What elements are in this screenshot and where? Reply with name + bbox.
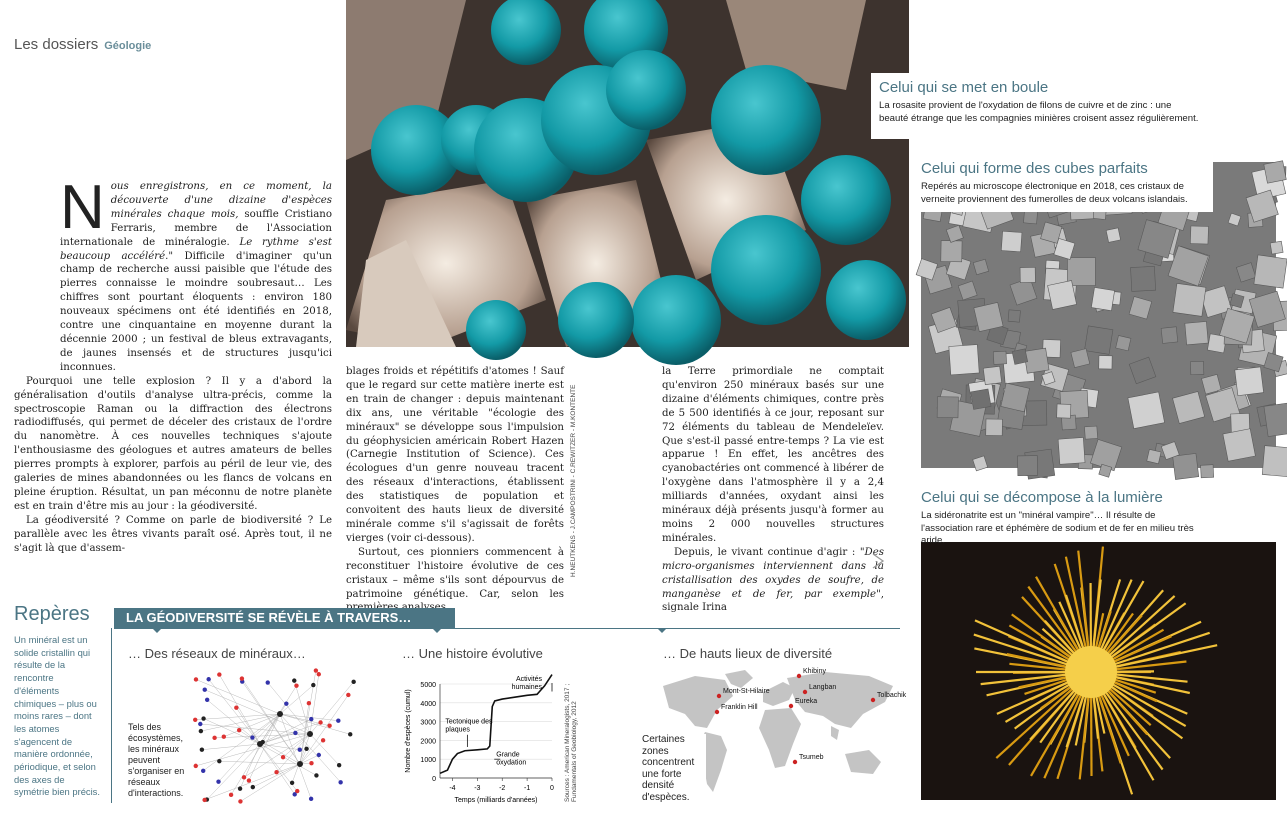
network-node bbox=[199, 729, 203, 733]
caption-title: Celui qui se décompose à la lumière bbox=[921, 489, 1203, 506]
crystal-cube bbox=[1185, 321, 1208, 344]
crystal-cube bbox=[1161, 327, 1178, 344]
body-text: , signale Irina bbox=[662, 589, 884, 614]
caption-text: Repérés au microscope électronique en 2018, ces cristaux de verneite proviennent des fumerolles de deux volcans islandais. bbox=[921, 181, 1203, 206]
crystal-cube bbox=[1173, 453, 1199, 479]
network-node bbox=[198, 722, 202, 726]
network-node bbox=[346, 693, 350, 697]
network-edge bbox=[219, 761, 300, 764]
hotspot-marker bbox=[789, 704, 793, 708]
network-node bbox=[337, 763, 341, 767]
network-node bbox=[194, 677, 198, 681]
paragraph: La géodiversité ? Comme on parle de biodiversité ? Le parallèle avec les êtres vivants paraît osé. Après tout, il ne s'agit là que d'assem- bbox=[14, 514, 332, 556]
crystal-cube bbox=[1128, 392, 1165, 429]
network-node bbox=[251, 785, 255, 789]
crystal-cube bbox=[1091, 287, 1114, 310]
network-node bbox=[348, 732, 352, 736]
networks-caption: Tels des écosystèmes, les minéraux peuvent s'organiser en réseaux d'interactions. bbox=[128, 722, 188, 799]
crystal-cube bbox=[941, 241, 962, 262]
history-title: … Une histoire évolutive bbox=[402, 646, 543, 661]
chart-source bbox=[564, 672, 578, 802]
network-node bbox=[206, 677, 210, 681]
quote-text: ous enregistrons, en ce moment, la découverte d'une dizaine d'espèces minérales chaque mois, bbox=[111, 181, 332, 220]
article-column-3 bbox=[662, 365, 884, 615]
quote-text: Le rythme s'est beaucoup accéléré." bbox=[60, 237, 332, 262]
network-hub bbox=[277, 711, 283, 717]
hotspot-label: Tolbachik bbox=[877, 692, 907, 699]
rule-marker bbox=[657, 628, 667, 633]
hotspots-caption: Certaines zones concentrent une forte densité d'espèces. bbox=[642, 734, 706, 803]
network-node bbox=[293, 731, 297, 735]
crystal-cube bbox=[1201, 465, 1214, 478]
network-node bbox=[314, 773, 318, 777]
network-hub bbox=[307, 731, 313, 737]
network-hub bbox=[257, 741, 263, 747]
banner-rule bbox=[114, 628, 900, 629]
network-edge bbox=[219, 675, 260, 744]
paragraph: Surtout, ces pionniers commencent à reconstituer l'histoire évolutive de ces cristaux – même s'ils sont dépourvus de patrimoine génétique. Car, selon les bbox=[346, 546, 564, 616]
hotspot-marker bbox=[717, 694, 721, 698]
hotspot-label: Khibiny bbox=[803, 668, 826, 675]
crystal-cube bbox=[1235, 367, 1264, 396]
network-node bbox=[321, 738, 325, 742]
network-node bbox=[237, 728, 241, 732]
quote-text: "Des micro-organismes interviennent dans la cristallisation des oxydes de soufre, de manganèse et de fer, par exemple" bbox=[662, 547, 884, 600]
network-edge bbox=[242, 679, 300, 764]
network-hub bbox=[297, 761, 303, 767]
caption-sideronatrite bbox=[913, 483, 1213, 541]
network-node bbox=[317, 753, 321, 757]
network-node bbox=[307, 701, 311, 705]
caption-title: Celui qui forme des cubes parfaits bbox=[921, 160, 1203, 177]
crystal-cube bbox=[1116, 336, 1131, 351]
x-tick-label: 0 bbox=[550, 785, 554, 792]
network-node bbox=[194, 764, 198, 768]
hotspot-marker bbox=[793, 760, 797, 764]
crystal-cube bbox=[1236, 263, 1255, 282]
hotspot-label: Tsumeb bbox=[799, 754, 824, 761]
crystal-cube bbox=[1106, 228, 1121, 243]
crystal-cube bbox=[1001, 383, 1030, 412]
network-node bbox=[309, 797, 313, 801]
hotspot-label: Langban bbox=[809, 684, 836, 691]
network-node bbox=[284, 701, 288, 705]
network-node bbox=[318, 720, 322, 724]
network-node bbox=[274, 770, 278, 774]
network-edge bbox=[310, 734, 339, 765]
network-node bbox=[309, 717, 313, 721]
paragraph: la Terre primordiale ne comptait qu'environ 250 minéraux basés sur une dizaine d'éléments chimiques, contre près de 5 500 identifiés à ce jour, reposant sur 72 éléments du tableau de Mendeleïev. Que s'est-il passé entre-temps ? La vie est apparue ! En effet, les ancêtres des cyanobactéries ont commencé à libérer de l'oxygène dans l'atmosphère il y a 2,4 milliards d'années, oxydant ainsi les minéraux déjà présents jusqu'à former au moins 2 000 nouvelles structures minérales. bbox=[662, 365, 884, 546]
rosasite-photo bbox=[346, 0, 909, 347]
hotspot-label: Mont-St-Hilaire bbox=[723, 688, 770, 695]
crystal-cube bbox=[1058, 437, 1085, 464]
crystal-cube bbox=[1264, 402, 1287, 436]
crystal-cube bbox=[1190, 361, 1203, 374]
x-tick-label: -2 bbox=[499, 785, 505, 792]
caption-rosasite bbox=[871, 73, 1211, 139]
y-tick-label: 2000 bbox=[420, 738, 436, 745]
network-node bbox=[203, 687, 207, 691]
article-column-2 bbox=[346, 365, 564, 615]
body-text: Difficile d'imaginer qu'un champ de recherche aussi paisible que l'étude des pierres connaisse le moindre soubresaut… Les chiffres sont pourtant éloquents : environ 180 nouveaux spécimens ont été identifiés en 2018, contre une cinquantaine en moyenne durant la décennie 2000 ; un festival de bleus extravagants, de jaunes insensés et de structures jusqu'ici inconnues. bbox=[60, 251, 332, 373]
network-node bbox=[281, 755, 285, 759]
network-node bbox=[200, 748, 204, 752]
source-text: Sources : American Mineralogists, 2017 ; Fundamentals of Geobiology, 2012 bbox=[564, 672, 578, 802]
reperes-text: Un minéral est un solide cristallin qui résulte de la rencontre d'éléments chimiques – plus ou moins rares – dont les atomes s'agencent de manière ordonnée, périodique, et selon des axes de symétrie bien précis. bbox=[14, 634, 100, 799]
crystal-cube bbox=[1084, 426, 1097, 439]
network-node bbox=[217, 672, 221, 676]
crystal-cube bbox=[1020, 267, 1035, 282]
crystal-cube bbox=[1262, 446, 1287, 477]
network-node bbox=[217, 759, 221, 763]
crystal-cube bbox=[986, 419, 1003, 436]
crystal-cube bbox=[1254, 255, 1287, 288]
crystal-cube bbox=[1018, 456, 1038, 476]
network-edge bbox=[202, 744, 260, 750]
network-node bbox=[309, 761, 313, 765]
crystal-cube bbox=[973, 259, 988, 274]
network-node bbox=[336, 718, 340, 722]
network-node bbox=[314, 668, 318, 672]
network-node bbox=[292, 792, 296, 796]
infographic-banner: LA GÉODIVERSITÉ SE RÉVÈLE À TRAVERS… bbox=[114, 608, 455, 628]
network-node bbox=[216, 779, 220, 783]
crystal-cube bbox=[1084, 326, 1112, 354]
crystal-cube bbox=[1264, 161, 1286, 183]
crystal-cube bbox=[1228, 213, 1241, 226]
crystal-cube bbox=[983, 366, 1001, 384]
network-edge bbox=[280, 714, 338, 721]
network-edge bbox=[203, 714, 280, 771]
article-column-1 bbox=[60, 180, 332, 555]
network-node bbox=[351, 680, 355, 684]
crystal-cube bbox=[1001, 231, 1022, 252]
crystal-cube bbox=[958, 281, 977, 300]
network-node bbox=[294, 683, 298, 687]
crystal-cube bbox=[1129, 296, 1152, 319]
chart-annotation: Grande oxydation bbox=[496, 751, 526, 766]
network-node bbox=[247, 778, 251, 782]
crystal-cube bbox=[1173, 391, 1205, 423]
hotspot-marker bbox=[871, 698, 875, 702]
divider bbox=[111, 628, 112, 803]
crystal-cube bbox=[1190, 226, 1208, 244]
x-tick-label: -4 bbox=[449, 785, 455, 792]
hotspot-label: Eureka bbox=[795, 698, 817, 705]
section-header bbox=[14, 36, 151, 53]
network-node bbox=[290, 781, 294, 785]
x-tick-label: -3 bbox=[474, 785, 480, 792]
crystal-cube bbox=[1207, 334, 1226, 353]
hotspot-marker bbox=[803, 690, 807, 694]
crystal-cube bbox=[993, 351, 1006, 364]
network-node bbox=[240, 676, 244, 680]
network-node bbox=[205, 698, 209, 702]
y-tick-label: 1000 bbox=[420, 757, 436, 764]
network-node bbox=[292, 678, 296, 682]
network-node bbox=[222, 735, 226, 739]
header-title: Les dossiers bbox=[14, 36, 98, 53]
networks-title: … Des réseaux de minéraux… bbox=[128, 646, 306, 661]
network-node bbox=[327, 724, 331, 728]
paragraph: Pourquoi une telle explosion ? Il y a d'abord la généralisation d'outils d'analyse ultra-précis, comme la spectroscopie Raman ou la diffraction des électrons radiodiffusés, qui permet de déceler des cristaux de l'ordre du nanomètre. À ces nouvelles techniques s'ajoute l'enthousiasme des géologues et autres amateurs de belles pierres prompts à explorer, parfois au péril de leur vie, des galeries de mines abandonnées ou les flancs de volcans en pleine éruption. Résultat, un pan méconnu de notre planète est en train d'être mis au jour : la géodiversité. bbox=[14, 375, 332, 514]
network-edge bbox=[294, 681, 310, 734]
sideronatrite-photo bbox=[921, 542, 1276, 800]
reperes-title: Repères bbox=[14, 603, 90, 626]
crystal-cube bbox=[1012, 349, 1028, 365]
crystal-cube bbox=[1071, 349, 1090, 368]
rule-marker bbox=[152, 628, 162, 633]
continue-arrow-icon bbox=[870, 553, 886, 569]
y-tick-label: 5000 bbox=[420, 682, 436, 689]
crystal-cube bbox=[971, 389, 991, 409]
y-tick-label: 0 bbox=[432, 776, 436, 783]
evolution-chart bbox=[400, 672, 560, 808]
network-node bbox=[202, 798, 206, 802]
network-edge bbox=[300, 695, 348, 764]
crystal-cube bbox=[1173, 283, 1206, 316]
y-tick-label: 3000 bbox=[420, 720, 436, 727]
network-node bbox=[212, 736, 216, 740]
chart-annotation: Activités humaines bbox=[512, 676, 543, 691]
network-node bbox=[338, 780, 342, 784]
hotspot-label: Franklin Hill bbox=[721, 704, 758, 711]
crystal-cube bbox=[1147, 449, 1161, 463]
network-node bbox=[238, 786, 242, 790]
crystal-cube bbox=[946, 225, 963, 242]
dropcap: N bbox=[60, 182, 105, 234]
network-node bbox=[304, 747, 308, 751]
network-node bbox=[201, 716, 205, 720]
crystal-cube bbox=[974, 302, 1003, 331]
body-text: Depuis, le vivant continue d'agir : bbox=[674, 547, 860, 558]
photo-credit: H.NEUTKENS - J.CAMPOSTRINI - C.REWITZER - M.KONTENTE bbox=[570, 362, 577, 577]
crystal-cube bbox=[973, 456, 988, 471]
crystal-cube bbox=[949, 345, 979, 375]
crystal-core bbox=[1065, 646, 1117, 698]
network-node bbox=[317, 672, 321, 676]
network-edge bbox=[205, 690, 310, 734]
crystal-cube bbox=[1270, 241, 1283, 254]
y-tick-label: 4000 bbox=[420, 701, 436, 708]
network-node bbox=[201, 769, 205, 773]
crystal-cube bbox=[1099, 356, 1112, 369]
caption-title: Celui qui se met en boule bbox=[879, 79, 1201, 96]
network-node bbox=[266, 680, 270, 684]
mineral-network-graph bbox=[180, 664, 360, 809]
caption-text: La rosasite provient de l'oxydation de filons de cuivre et de zinc : une beauté étrange que les compagnies minières croisent assez régulièrement. bbox=[879, 100, 1201, 125]
caption-verneite bbox=[913, 154, 1213, 212]
header-section: Géologie bbox=[104, 40, 151, 52]
hotspots-title: … De hauts lieux de diversité bbox=[663, 646, 832, 661]
network-node bbox=[234, 706, 238, 710]
crystal-cube bbox=[937, 397, 958, 418]
network-node bbox=[250, 735, 254, 739]
crystal-cube bbox=[1223, 429, 1256, 462]
crystal-cube bbox=[1131, 266, 1156, 291]
network-node bbox=[238, 799, 242, 803]
crystal-cube bbox=[1129, 357, 1156, 384]
body-text: souffle Cristiano Ferraris, membre de l'Association internationale de minéralogie. bbox=[60, 209, 332, 248]
network-node bbox=[229, 793, 233, 797]
crystal-cube bbox=[1048, 280, 1077, 309]
network-node bbox=[298, 748, 302, 752]
x-tick-label: -1 bbox=[524, 785, 530, 792]
y-axis-label: Nombre d'espèces (cumul) bbox=[405, 689, 412, 772]
network-edge bbox=[219, 714, 280, 782]
network-edge bbox=[280, 714, 350, 734]
chart-annotation: Tectonique des plaques bbox=[445, 718, 493, 733]
crystal-cube bbox=[1008, 310, 1020, 322]
rule-marker bbox=[432, 628, 442, 633]
hotspot-marker bbox=[715, 710, 719, 714]
network-edge bbox=[209, 679, 260, 744]
crystal-cube bbox=[1057, 404, 1071, 418]
paragraph: blages froids et répétitifs d'atomes ! Sauf que le regard sur cette matière inerte est en train de changer : depuis maintenant dix ans, une véritable "écologie des minéraux" se développe sous l'impulsion du géophysicien américain Robert Hazen (Carnegie Institution of Science). Ces écologues d'un genre nouveau tracent des réseaux d'interactions, établissent des statistiques de population et convoitent des hauts lieux de diversité minérale comme s'il s'agissait de forêts vierges (voir ci-dessous). bbox=[346, 365, 564, 546]
x-axis-label: Temps (milliards d'années) bbox=[454, 797, 537, 804]
network-node bbox=[242, 775, 246, 779]
network-node bbox=[193, 718, 197, 722]
caption-text: La sidéronatrite est un "minéral vampire"… Il résulte de l'association rare et éphémère de sodium et de fer en milieu très aride. bbox=[921, 510, 1203, 548]
hotspot-marker bbox=[797, 674, 801, 678]
network-node bbox=[311, 683, 315, 687]
